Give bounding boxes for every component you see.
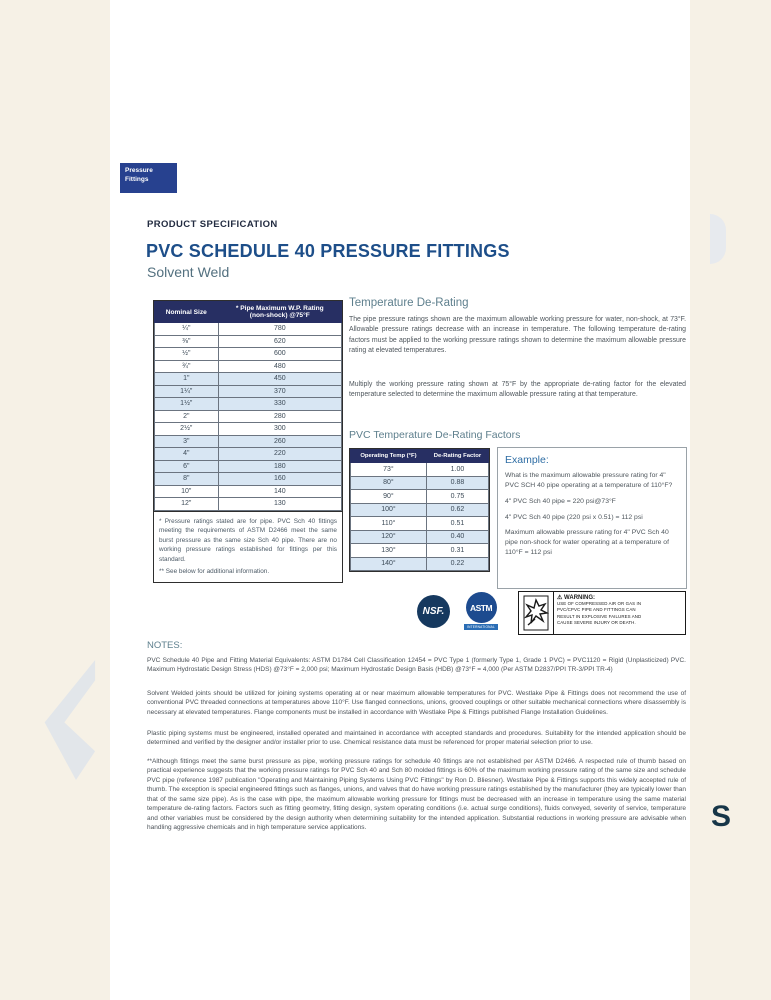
table-row [155,435,342,448]
table-row [155,385,342,398]
rating-cell: 330 [218,398,341,411]
notes-para-2: Solvent Welded joints should be utilized for joining systems operating at or near maximum allowable temperatures for PVC. Westlake Pipe & Fittings does not recommend the use of conventional PVC threaded connections at temperatures above 110°F. Use flanged connections, unions, grooved couplings or other suitable mechanical connections where disassembly is necessary at elevated temperatures. Flange components must be installed in accordance with Westlake Pipe & Fittings published Flange Installation Guidelines. [147,690,686,716]
rating-cell: 620 [218,335,341,348]
factor-cell: 0.51 [426,517,488,531]
factor-cell: 0.62 [426,503,488,517]
factor-cell: 0.22 [426,557,488,571]
rating-cell: 370 [218,385,341,398]
table-row [351,490,489,504]
rating-cell: 160 [218,473,341,486]
rating-cell: 280 [218,410,341,423]
table-row [351,517,489,531]
explosion-pictogram-icon [519,592,554,634]
col-nominal-size: Nominal Size [155,302,219,323]
nominal-size-cell: 12" [155,498,219,511]
table-row [155,460,342,473]
example-para: What is the maximum allowable pressure rating for 4" PVC SCH 40 pipe operating at a temperature of 110°F? [505,472,673,489]
table-row [351,503,489,517]
nominal-size-cell: 6" [155,460,219,473]
nsf-logo-icon [417,595,450,628]
footnote-2: ** See below for additional information. [159,567,270,575]
example-para: Maximum allowable pressure rating for 4" PVC Sch 40 pipe non-shock for water operating at a temperature of 110°F = 112 psi [505,529,669,557]
table-row [155,398,342,411]
rating-cell: 140 [218,485,341,498]
nominal-size-cell: 1¼" [155,385,219,398]
rating-cell: 600 [218,348,341,361]
nsf-logo-text: NSF. [422,606,445,617]
nominal-size-cell: 8" [155,473,219,486]
nominal-size-cell: ¾" [155,360,219,373]
rating-cell: 450 [218,373,341,386]
temp-cell: 130° [351,544,427,558]
rating-cell: 130 [218,498,341,511]
half-circle-watermark-icon [710,214,726,264]
table-row [351,530,489,544]
warning-line: PVC/CPVC PIPE AND FITTINGS CAN [557,607,636,613]
table-footnote [154,511,342,583]
page-title: PVC SCHEDULE 40 PRESSURE FITTINGS [146,241,510,261]
temp-cell: 110° [351,517,427,531]
temp-cell: 90° [351,490,427,504]
table-row [351,476,489,490]
example-heading: Example: [505,454,549,466]
factor-cell: 0.88 [426,476,488,490]
tab-line1: Pressure [125,167,153,174]
table-row [351,544,489,558]
rating-cell: 480 [218,360,341,373]
table-row [155,473,342,486]
nominal-size-cell: 4" [155,448,219,461]
factor-cell: 1.00 [426,463,488,477]
col-derating-factor: De-Rating Factor [426,450,488,463]
chevron-left-watermark-icon [40,660,98,780]
example-para: 4" PVC Sch 40 pipe = 220 psi@73°F [505,497,616,505]
derating-table-header-row [351,450,489,463]
rating-cell: 780 [218,323,341,336]
derating-factors-heading: PVC Temperature De-Rating Factors [349,429,521,441]
nominal-size-cell: 3" [155,435,219,448]
table-row [155,373,342,386]
rating-cell: 220 [218,448,341,461]
footnote-1: * Pressure ratings stated are for pipe. PVC Sch 40 fittings meeting the requirements of ASTM D2466 meet the same burst pressure as the same size Sch 40 pipe. There are no working pressure ratings established for fittings per this standard. [159,517,337,563]
pressure-fittings-tab [120,163,177,193]
table-row [155,498,342,511]
astm-logo-subtext: INTERNATIONAL [464,624,498,630]
nominal-size-cell: ⅜" [155,335,219,348]
table-row [155,323,342,336]
factor-cell: 0.75 [426,490,488,504]
col-wp-rating-line2: (non-shock) @75°F [249,312,310,319]
notes-para-3: Plastic piping systems must be engineered, installed operated and maintained in accordance with accepted standards and procedures. Suitability for the intended application should be determined and verified by the designer and/or installer prior to use. Chemical resistance data must be referenced for proper material selection prior to use. [147,730,686,747]
temp-cell: 73° [351,463,427,477]
rating-cell: 260 [218,435,341,448]
table-row [155,448,342,461]
temperature-derating-heading: Temperature De-Rating [349,297,469,309]
temperature-derating-para1: The pipe pressure ratings shown are the maximum allowable working pressure for water, non-shock, at 73°F. Allowable pressure ratings decrease with an increase in temperature. The following temperature de-rating factors must be applied to the working pressure ratings shown to determine the maximum allowable pressure rating at elevated temperatures. [349,316,686,355]
temp-cell: 100° [351,503,427,517]
cutoff-letter: S [711,800,732,833]
warning-line: CAUSE SEVERE INJURY OR DEATH. [557,620,636,626]
table-row [155,360,342,373]
astm-logo-text: ASTM [466,592,497,623]
table-row [155,410,342,423]
col-wp-rating-line1: * Pipe Maximum W.P. Rating [235,305,324,312]
temp-cell: 80° [351,476,427,490]
page-subtitle: Solvent Weld [147,264,230,280]
eyebrow-heading: PRODUCT SPECIFICATION [147,219,278,230]
temp-cell: 140° [351,557,427,571]
notes-para-1: PVC Schedule 40 Pipe and Fitting Material Equivalents: ASTM D1784 Cell Classification 12454 = PVC Type 1 (formerly Type 1, Grade 1 PVC) = PVC1120 = Rigid (Unplasticized) PVC. Maximum Hydrostatic Design Stress (HDS) @73°F = 2,000 psi; Maximum Hydrostatic Design Basis (HDB) @73°F = 4,000 (Per ASTM D2837/PPI TR-3/PPI TR-4) [147,657,686,674]
tab-line2: Fittings [125,175,149,183]
warning-line: RESULT IN EXPLOSIVE FAILURES AND [557,613,642,619]
notes-para-4: **Although fittings meet the same burst pressure as pipe, working pressure ratings for schedule 40 fittings are not established per ASTM D2466. A respected rule of thumb based on practical experience suggests that the working pressure ratings for PVC Sch 40 and Sch 80 molded fittings is 60% of the maximum working pressure rating of the same size and schedule PVC pipe (reference 1987 publication "Operating and Maintaining Piping Systems Using PVC Fittings" by Ron D. Bliesner). Westlake Pipe & Fittings supports this widely accepted rule of thumb. The exception is special engineered fittings such as flanges, unions, and valves that do have working pressure ratings established by the manufacturer (they are typically lower than that of the same size pipe). As is the case with pipe, the maximum allowable working pressure for fittings must be decreased with an increase in temperature using the same material temperature de-rating factors. Factors such as fitting geometry, fitting design, system operating conditions (i.e. actual surge conditions), fluids conveyed, severity of service, temperature and other variables must be considered by the design authority when determining suitability for the intended application. Substantial reductions in working pressure are advisable when handling aggressive chemicals and in high temperature service applications. [147,758,686,832]
astm-logo-icon [464,592,498,630]
nominal-size-cell: 1" [155,373,219,386]
notes-heading: NOTES: [147,640,183,651]
nominal-size-cell: 2½" [155,423,219,436]
warning-line: USE OF COMPRESSED AIR OR GAS IN [557,601,642,606]
example-para: 4" PVC Sch 40 pipe (220 psi x 0.51) = 112 psi [505,513,643,521]
nominal-size-cell: ½" [155,348,219,361]
temperature-derating-para2: Multiply the working pressure rating shown at 75°F by the appropriate de-rating factor for the elevated temperature selected to determine the maximum allowable pressure rating at that temperature. [349,381,686,399]
warning-text [554,592,685,634]
rating-cell: 300 [218,423,341,436]
nominal-size-cell: 2" [155,410,219,423]
factor-cell: 0.40 [426,530,488,544]
table-row [155,423,342,436]
table-row [351,557,489,571]
table-row [155,348,342,361]
warning-label [518,591,686,635]
table-row [155,485,342,498]
example-box [497,447,687,589]
pressure-rating-table [153,300,343,583]
table-row [351,463,489,477]
nominal-size-cell: 1½" [155,398,219,411]
temp-cell: 120° [351,530,427,544]
col-operating-temp: Operating Temp (°F) [351,450,427,463]
col-wp-rating [218,302,341,323]
warning-title: ⚠ WARNING: [557,595,596,601]
derating-factors-table [349,448,490,572]
pressure-table-header-row [155,302,342,323]
nominal-size-cell: 10" [155,485,219,498]
table-row [155,335,342,348]
factor-cell: 0.31 [426,544,488,558]
nominal-size-cell: ¼" [155,323,219,336]
rating-cell: 180 [218,460,341,473]
